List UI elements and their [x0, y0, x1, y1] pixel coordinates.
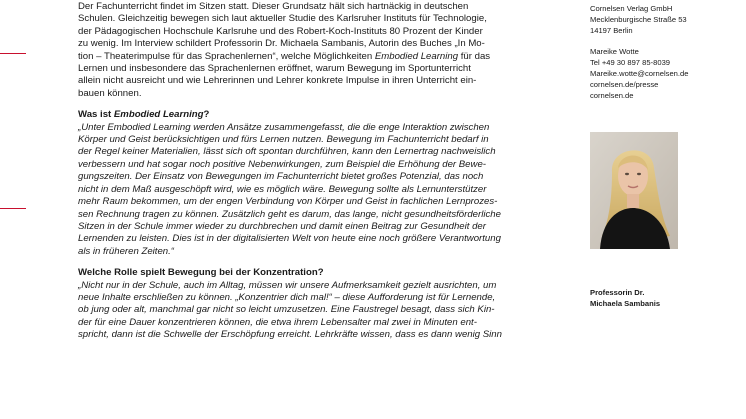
text-line: Sitzen in der Schule immer wieder zu durchbrechen und damit einen Beitrag zur Gesundheit der [78, 220, 486, 232]
text-line: als in früheren Zeiten.“ [78, 245, 174, 257]
text-line: Lernen und insbesondere das Sprachenlernen eröffnet, warum Bewegung im Sportunterricht [78, 63, 471, 75]
text-line: gungszeiten. Der Einsatz von Bewegungen im Fachunterricht bietet großes Potenzial, das noch [78, 171, 484, 183]
portrait-image [590, 132, 678, 249]
text-line: Lernenden zu leisten. Dies ist in der digitalisierten Welt von heute eine noch größere Verantwortung [78, 233, 501, 245]
text-line: neue Inhalte erschließen zu können. „Konzentrier dich mal!“ – diese Aufforderung ist für Lernende, [78, 291, 496, 303]
question-heading-1: Was ist Embodied Learning? [78, 109, 210, 121]
text-line: nicht in dem Maß ausgeschöpft wird, wie es möglich wäre. Bewegung sollte als Lernunterstützer [78, 183, 487, 195]
text-line: ob jung oder alt, manchmal gar nicht so leicht umzusetzen. Eine Faustregel besagt, dass sich Kin- [78, 304, 495, 316]
text-line: tion – Theaterimpulse für das Sprachenlernen“, welche Möglichkeiten [78, 50, 375, 62]
text-line: sen Rechnung tragen zu können. Zusätzlich geht es darum, das lange, nicht gesundheitsförderliche [78, 208, 501, 220]
text-line: „Unter Embodied Learning werden Ansätze zusammengefasst, die die enge Interaktion zwischen [78, 121, 490, 133]
text-line: Der Fachunterricht findet im Sitzen statt. Dieser Grundsatz hält sich hartnäckig in deutschen [78, 1, 469, 12]
press-contact-sidebar [590, 4, 740, 101]
author-portrait [590, 132, 678, 249]
text-line: der Regel keiner Materialien, lässt sich oft spontan durchführen, kann den Lernertrag nachweislich [78, 146, 496, 158]
question-heading-2: Welche Rolle spielt Bewegung bei der Konzentration? [78, 267, 324, 279]
contact-name: Mareike Wotte [590, 47, 639, 57]
text-line: Schulen. Gleichzeitig bewegen sich laut aktueller Studie des Karlsruher Instituts für Technologie, [78, 13, 487, 25]
publisher-city: 14197 Berlin [590, 25, 633, 35]
book-term: Embodied Learning [374, 50, 459, 62]
text-line: zu wenig. Im Interview schildert Professorin Dr. Michaela Sambanis, Autorin des Buches „In Mo- [78, 38, 485, 50]
text-line: verbessern und hat sogar noch positive Nebenwirkungen, zum Beispiel die Erhöhung der Bewe- [78, 158, 486, 170]
text-line: „Nicht nur in der Schule, auch im Alltag, müssen wir unsere Aufmerksamkeit gezielt ausrichten, um [78, 279, 497, 291]
text-line: der Pädagogischen Hochschule Karlsruhe und des Robert-Koch-Instituts 80 Prozent der Kinder [78, 25, 483, 37]
press-link[interactable]: cornelsen.de/presse [590, 79, 659, 89]
article-body [78, 1, 560, 342]
contact-email[interactable]: Mareike.wotte@cornelsen.de [590, 68, 689, 78]
text-line: der für eine Dauer konzentrieren können, die etwa ihrem Lebensalter mal zwei in Minuten ent- [78, 316, 477, 328]
contact-phone: Tel +49 30 897 85-8039 [590, 58, 671, 68]
website-link[interactable]: cornelsen.de [590, 90, 634, 100]
margin-mark-top [0, 53, 26, 54]
intro-paragraph [78, 1, 560, 100]
text-line: allein nicht ausreicht und wie Lehrerinnen und Lehrer konkrete Impulse in ihren Unterricht ein- [78, 75, 477, 87]
publisher-street: Mecklenburgische Straße 53 [590, 14, 687, 24]
margin-mark-bottom [0, 208, 26, 209]
text-line: spricht, dann ist die Schwelle der Erschöpfung erreicht. Lehrkräfte wissen, dass es dann wenig Sinn [78, 329, 502, 341]
text-line: bauen können. [78, 87, 142, 99]
text-line: für das [458, 50, 491, 62]
answer-paragraph-2 [78, 280, 560, 342]
text-line: mehr Raum bekommen, um der engen Verbindung von Körper und Geist in fachlichen Lernprozes- [78, 196, 498, 208]
portrait-caption: Professorin Dr. Michaela Sambanis [590, 288, 661, 308]
text-line: Körper und Geist berücksichtigen und fürs Lernen nutzen. Bewegung im Fachunterricht bedarf in [78, 134, 489, 146]
answer-paragraph-1 [78, 122, 560, 258]
publisher-name: Cornelsen Verlag GmbH [590, 4, 673, 13]
